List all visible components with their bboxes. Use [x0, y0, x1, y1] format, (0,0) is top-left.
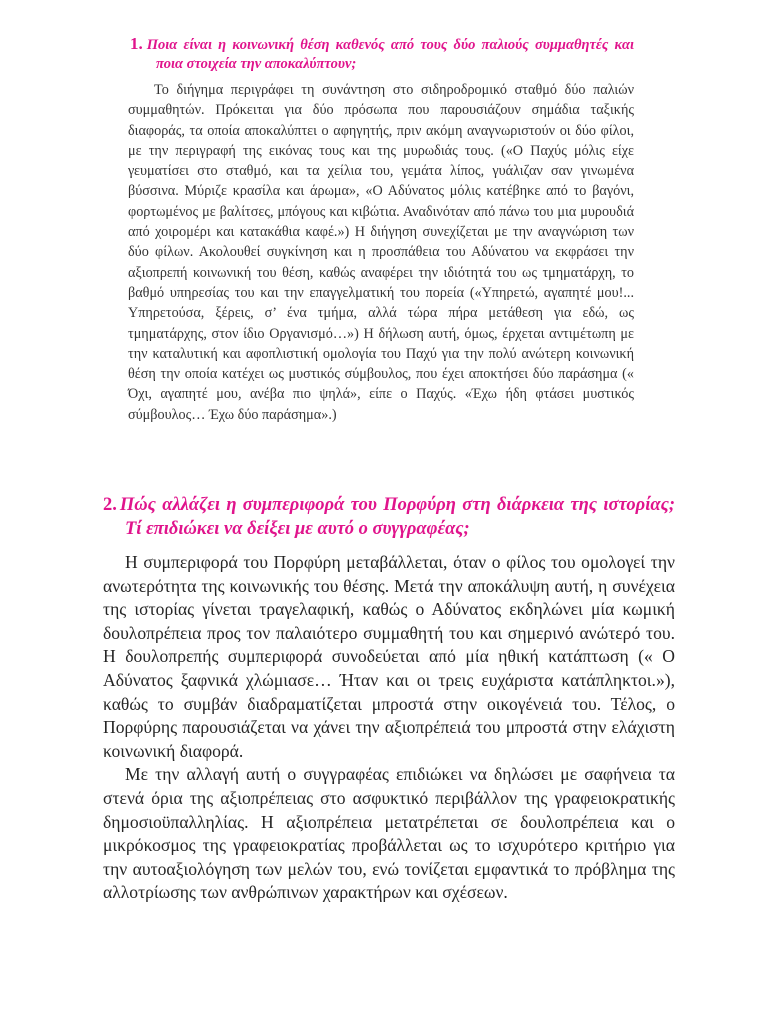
question-1-number: 1.	[130, 34, 143, 53]
question-1-section	[128, 34, 634, 425]
question-2-number: 2.	[103, 495, 117, 515]
question-2-answer-paragraph-2: Με την αλλαγή αυτή ο συγγραφέας επιδιώκει να δηλώσει με σαφήνεια τα στενά όρια της αξιοπρέπειας στο ασφυκτικό περιβάλλον της γραφειοκρατικής δημοσιοϋπαλληλίας. Η αξιοπρέπεια μετατρέπεται σε δουλοπρέπεια και ο μικρόκοσμος της γραφειοκρατίας προβάλλεται ως το ισχυρότερο κριτήριο για την αυτοαξιολόγηση των μελών του, ενώ τονίζεται εμφαντικά το πρόβλημα της αλλοτρίωσης των ανθρώπινων χαρακτήρων και σχέσεων.	[103, 764, 675, 903]
question-2-answer-paragraph-1: Η συμπεριφορά του Πορφύρη μεταβάλλεται, όταν ο φίλος του ομολογεί την ανωτερότητα της κοινωνικής του θέσης. Μετά την αποκάλυψη αυτή, η συνέχεια της ιστορίας γίνεται τραγελαφική, καθώς ο Αδύνατος εκδηλώνει μία κωμική δουλοπρέπεια προς τον παλαιότερο συμμαθητή του και σημερινό ανώτερό του. Η δουλοπρεπής συμπεριφορά συνοδεύεται από μία ηθική κατάπτωση (« Ο Αδύνατος ξαφνικά χλώμιασε… Ήταν και οι τρεις ευχάριστα κατάπληκτοι.»), καθώς το συμβάν διαδραματίζεται μπροστά στην οικογένειά του. Τέλος, ο Πορφύρης παρουσιάζεται να χάνει την αξιοπρέπειά του μπροστά στην ελάχιστη κοινωνική διαφορά.	[103, 552, 675, 761]
question-2-section	[103, 493, 675, 905]
question-1-heading	[128, 34, 634, 74]
question-2-title: Πώς αλλάζει η συμπεριφορά του Πορφύρη στη διάρκεια της ιστορίας; Τί επιδιώκει να δείξει με αυτό ο συγγραφέας;	[119, 495, 675, 539]
question-1-title: Ποια είναι η κοινωνική θέση καθενός από τους δύο παλιούς συμμαθητές και ποια στοιχεία την αποκαλύπτουν;	[146, 37, 634, 72]
question-1-answer: Το διήγημα περιγράφει τη συνάντηση στο σιδηροδρομικό σταθμό δύο παλιών συμμαθητών. Πρόκειται για δύο πρόσωπα που παρουσιάζουν σημάδια ταξικής διαφοράς, τα οποία αποκαλύπτει ο αφηγητής, πριν ακόμη αναγνωριστούν οι δύο φίλοι, με την περιγραφή της εικόνας τους και της μυρωδιάς τους. («Ο Παχύς μόλις είχε γευματίσει στο σταθμό, και τα χείλια του, γεμάτα λίπος, γυάλιζαν σαν γινωμένα βύσσινα. Μύριζε κρασίλα και άρωμα», «Ο Αδύνατος μόλις κατέβηκε από το βαγόνι, φορτωμένος με βαλίτσες, μπόγους και κιβώτια. Αναδινόταν από πάνω του μια μυρουδιά από χοιρομέρι και κατακάθια καφέ.») Η διήγηση συνεχίζεται με την αναγνώριση των δύο φίλων. Ακολουθεί συγκίνηση και η προσπάθεια του Αδύνατου να εκφράσει την αξιοπρεπή κοινωνική του θέση, καθώς αναφέρει την ιδιότητά του ως τμηματάρχη, το βαθμό υπηρεσίας του και την επαγγελματική του πορεία («Υπηρετώ, αγαπητέ μου!... Υπηρετούσα, ξέρεις, σ’ ένα τμήμα, αλλά τώρα πήρα μετάθεση για εδώ, ως τμηματάρχης, στον ίδιο Οργανισμό…») Η δήλωση αυτή, όμως, έρχεται αντιμέτωπη με την καταλυτική και αφοπλιστική ομολογία του Παχύ για την πολύ ανώτερη κοινωνική θέση την οποία κατέχει ως μυστικός σύμβουλος, που έχει αποκτήσει δύο παράσημα (« Όχι, αγαπητέ μου, ανέβα πιο ψηλά», είπε ο Παχύς. «Έχω ήδη φτάσει μυστικός σύμβουλος… Έχω δύο παράσημα».)	[128, 82, 634, 423]
question-2-heading	[103, 493, 675, 541]
